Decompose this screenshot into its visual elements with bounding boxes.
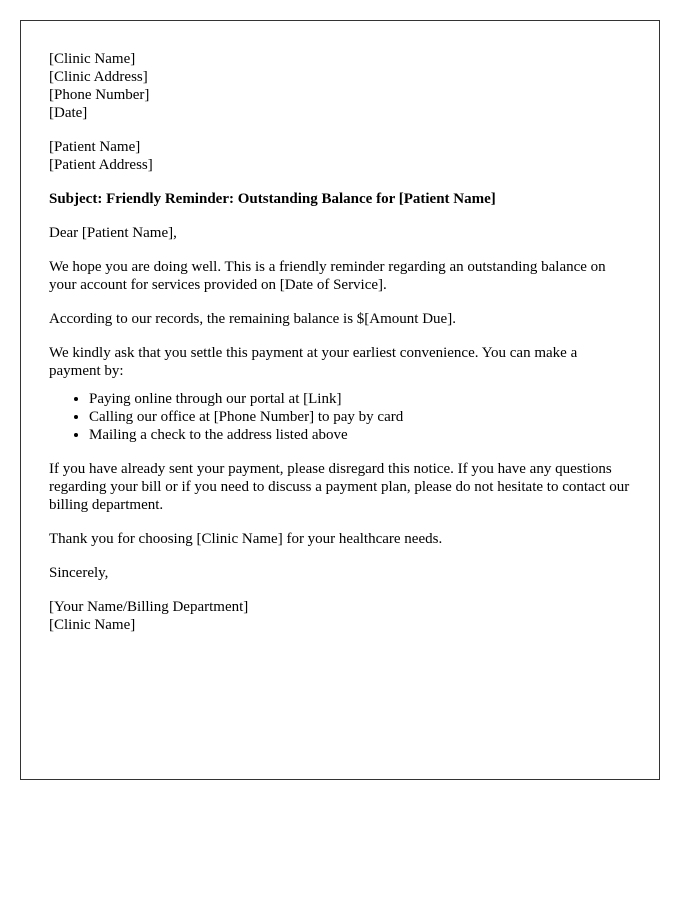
recipient-name: [Patient Name] — [49, 139, 141, 155]
letter-date: [Date] — [49, 105, 88, 121]
list-item: • Calling our office at [Phone Number] to pay by card — [89, 408, 631, 426]
subject-line: Subject: Friendly Reminder: Outstanding Balance for [Patient Name] — [49, 191, 496, 207]
sender-clinic-address: [Clinic Address] — [49, 69, 148, 85]
sender-block — [49, 50, 631, 122]
request-paragraph: We kindly ask that you settle this payment at your earliest convenience. You can make a payment by: — [49, 345, 578, 379]
sender-phone-number: [Phone Number] — [49, 87, 150, 103]
recipient-block — [49, 138, 631, 174]
balance-paragraph: According to our records, the remaining balance is $[Amount Due]. — [49, 311, 456, 327]
signature-name: [Your Name/Billing Department] — [49, 599, 249, 615]
signature-clinic: [Clinic Name] — [49, 617, 136, 633]
recipient-address: [Patient Address] — [49, 157, 153, 173]
payment-methods-list — [49, 390, 631, 444]
sender-clinic-name: [Clinic Name] — [49, 51, 136, 67]
intro-paragraph: We hope you are doing well. This is a friendly reminder regarding an outstanding balance on your account for services provided on [Date of Service]. — [49, 259, 606, 293]
list-item: • Paying online through our portal at [Link] — [89, 390, 631, 408]
salutation: Dear [Patient Name], — [49, 225, 177, 241]
closing: Sincerely, — [49, 565, 109, 581]
disregard-paragraph: If you have already sent your payment, please disregard this notice. If you have any questions regarding your bill or if you need to discuss a payment plan, please do not hesitate to contact our billing department. — [49, 461, 630, 513]
signature-block — [49, 598, 631, 634]
thanks-paragraph: Thank you for choosing [Clinic Name] for your healthcare needs. — [49, 531, 443, 547]
letter-page — [20, 20, 660, 780]
list-item: • Mailing a check to the address listed above — [89, 426, 631, 444]
